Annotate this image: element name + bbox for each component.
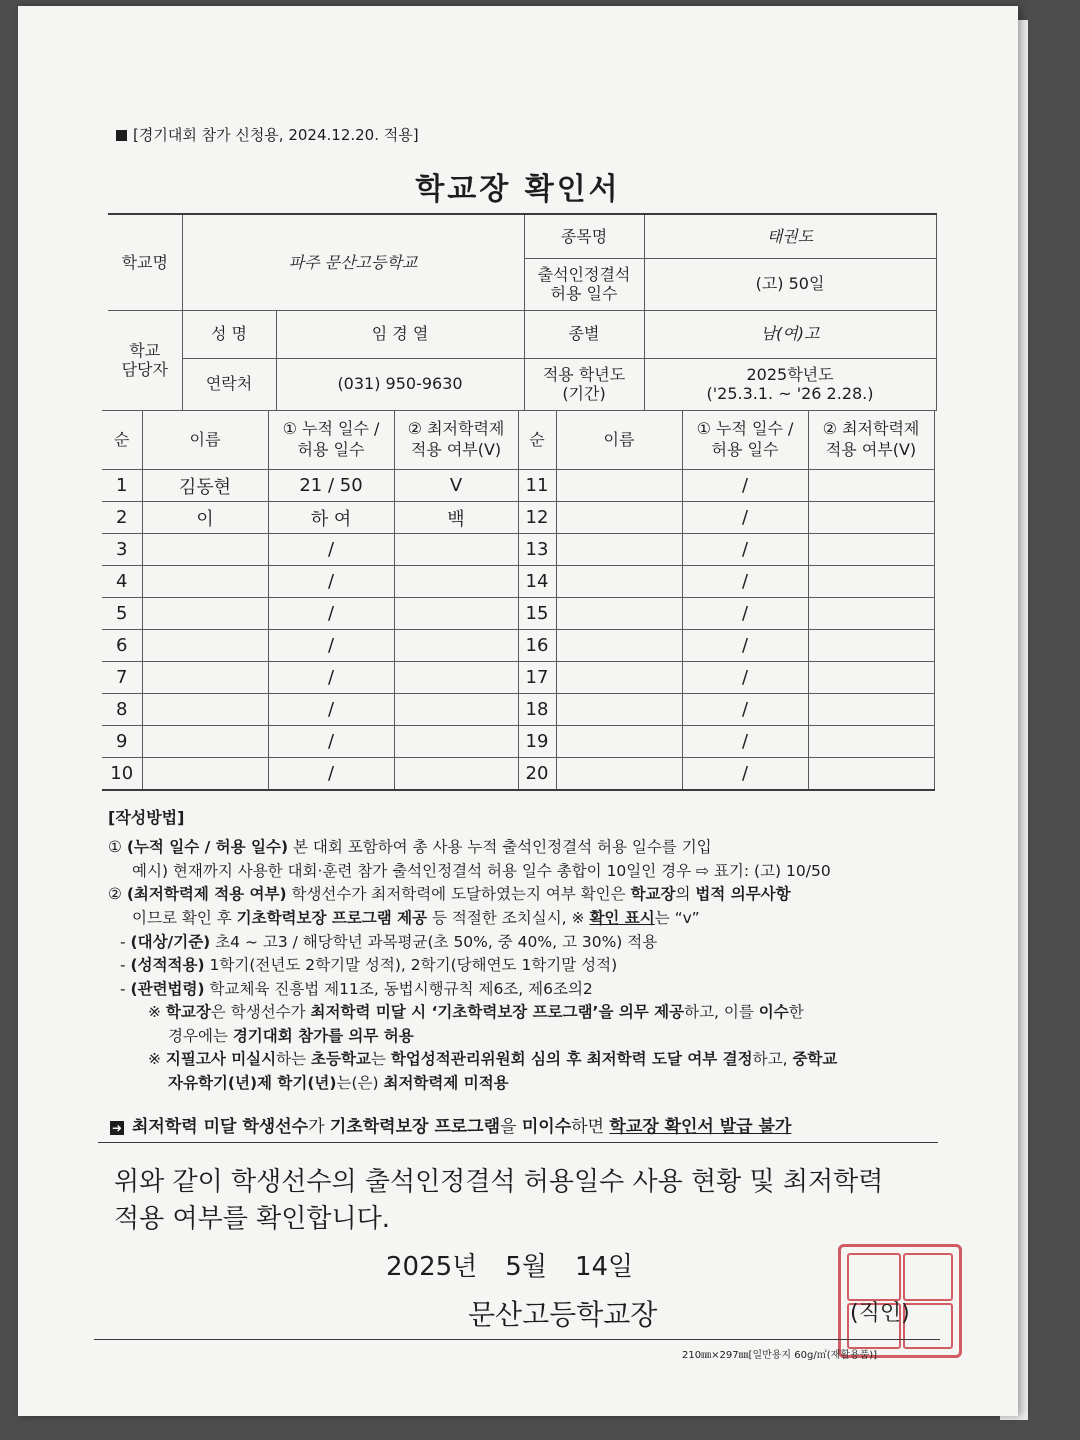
row-no: 19: [518, 726, 556, 758]
document-page: [18, 6, 1018, 1416]
row-no: 6: [102, 630, 142, 662]
row-days: /: [682, 758, 808, 791]
row-name: [556, 598, 682, 630]
row-name: [142, 726, 268, 758]
col-days-header: ① 누적 일수 / 허용 일수: [682, 411, 808, 470]
contact-label: 연락처: [182, 358, 276, 410]
row-days: /: [268, 758, 394, 791]
remark-1-cont: 경우에는 경기대회 참가를 의무 허용: [168, 1026, 414, 1045]
info-table: [108, 213, 937, 411]
row-name: [142, 758, 268, 791]
col-no-header: 순: [102, 411, 142, 470]
header-note: [경기대회 참가 신청용, 2024.12.20. 적용]: [116, 124, 419, 145]
col-name-header: 이름: [556, 411, 682, 470]
row-no: 13: [518, 534, 556, 566]
bottom-divider: [94, 1339, 940, 1340]
col-min-header: ② 최저학력제 적용 여부(V): [394, 411, 518, 470]
row-check: [808, 694, 934, 726]
row-no: 5: [102, 598, 142, 630]
row-check: [808, 566, 934, 598]
remark-1: ※ 학교장은 학생선수가 최저학력 미달 시 ‘기초학력보장 프로그램’을 의무 제공하고, 이를 이수한: [148, 1003, 804, 1022]
document-title: 학교장 확인서: [415, 172, 621, 207]
row-days: /: [268, 662, 394, 694]
allowance-label: 출석인정결석 허용 일수: [524, 258, 644, 310]
row-name: [142, 630, 268, 662]
row-no: 2: [102, 502, 142, 534]
row-check: [808, 726, 934, 758]
row-no: 3: [102, 534, 142, 566]
col-min-header: ② 최저학력제 적용 여부(V): [808, 411, 934, 470]
issue-date: 2025년 5월 14일: [386, 1252, 634, 1282]
instruction-2-cont: 이므로 확인 후 기초학력보장 프로그램 제공 등 적절한 조치실시, ※ 확인 표시는 “v”: [132, 908, 700, 927]
contact-value: (031) 950-9630: [276, 358, 524, 410]
row-days: /: [268, 534, 394, 566]
row-name: [142, 534, 268, 566]
row-name: [142, 566, 268, 598]
seal-label: (직인): [850, 1301, 910, 1326]
row-days: /: [682, 502, 808, 534]
table-row: [102, 630, 934, 662]
row-days: 하 여: [268, 502, 394, 534]
allowance-value: (고) 50일: [644, 258, 936, 310]
row-no: 14: [518, 566, 556, 598]
instructions-heading: [작성방법]: [108, 808, 185, 827]
row-no: 1: [102, 470, 142, 502]
arrow-right-icon: ➜: [111, 1121, 123, 1135]
row-days: /: [268, 598, 394, 630]
paper-spec: 210㎜×297㎜[일반용지 60g/㎡(재활용품)]: [682, 1350, 878, 1361]
row-check: [808, 598, 934, 630]
table-row: [102, 726, 934, 758]
row-days: /: [268, 726, 394, 758]
row-days: /: [268, 566, 394, 598]
student-table-header: [102, 411, 934, 470]
gender-label: 종별: [524, 310, 644, 358]
row-days: 21 / 50: [268, 470, 394, 502]
row-no: 17: [518, 662, 556, 694]
row-name: [556, 534, 682, 566]
row-days: /: [682, 630, 808, 662]
row-no: 16: [518, 630, 556, 662]
event-label: 종목명: [524, 214, 644, 258]
row-days: /: [682, 726, 808, 758]
row-name: [556, 630, 682, 662]
row-days: /: [268, 694, 394, 726]
manager-name-value: 임 경 열: [276, 310, 524, 358]
row-check: [808, 630, 934, 662]
row-name: [142, 694, 268, 726]
row-check: 백: [394, 502, 518, 534]
row-no: 9: [102, 726, 142, 758]
col-name-header: 이름: [142, 411, 268, 470]
row-check: [394, 694, 518, 726]
row-check: [808, 758, 934, 791]
table-row: [102, 502, 934, 534]
row-days: /: [268, 630, 394, 662]
row-check: [394, 662, 518, 694]
row-name: [556, 662, 682, 694]
detail-target: - (대상/기준) 초4 ~ 고3 / 해당학년 과목평균(초 50%, 중 40%, 고 30%) 적용: [120, 932, 658, 951]
row-name: [556, 566, 682, 598]
row-no: 7: [102, 662, 142, 694]
row-name: [556, 470, 682, 502]
row-check: [808, 534, 934, 566]
row-name: [556, 726, 682, 758]
row-name: 김동현: [142, 470, 268, 502]
row-no: 20: [518, 758, 556, 791]
school-name-label: 학교명: [108, 214, 182, 310]
remark-2: ※ 지필고사 미실시하는 초등학교는 학업성적관리위원회 심의 후 최저학력 도달 여부 결정하고, 중학교: [148, 1050, 838, 1069]
row-days: /: [682, 598, 808, 630]
row-check: [394, 598, 518, 630]
table-row: [102, 598, 934, 630]
col-no-header: 순: [518, 411, 556, 470]
row-name: [142, 598, 268, 630]
row-name: [142, 662, 268, 694]
instruction-2: ② (최저학력제 적용 여부) 학생선수가 최저학력에 도달하였는지 여부 확인은 학교장의 법적 의무사항: [108, 885, 791, 904]
row-no: 18: [518, 694, 556, 726]
instruction-1-example: 예시) 현재까지 사용한 대회·훈련 참가 출석인정결석 허용 일수 총합이 10일인 경우 ⇨ 표기: (고) 10/50: [132, 861, 831, 880]
table-row: [102, 758, 934, 791]
row-check: [808, 662, 934, 694]
row-name: 이: [142, 502, 268, 534]
table-row: [102, 694, 934, 726]
row-name: [556, 694, 682, 726]
row-days: /: [682, 534, 808, 566]
table-row: [102, 662, 934, 694]
table-row: [102, 566, 934, 598]
row-no: 12: [518, 502, 556, 534]
row-check: [394, 534, 518, 566]
row-days: /: [682, 662, 808, 694]
detail-grade: - (성적적용) 1학기(전년도 2학기말 성적), 2학기(당해연도 1학기말 성적): [120, 956, 618, 975]
square-bullet-icon: [116, 130, 127, 141]
final-warning: ➜ 최저학력 미달 학생선수가 기초학력보장 프로그램을 미이수하면 학교장 확인서 발급 불가: [111, 1117, 792, 1137]
event-value: 태권도: [644, 214, 936, 258]
divider: [98, 1142, 938, 1143]
row-check: [808, 502, 934, 534]
row-check: [808, 470, 934, 502]
row-check: [394, 566, 518, 598]
row-days: /: [682, 566, 808, 598]
table-row: [102, 470, 934, 502]
col-days-header: ① 누적 일수 / 허용 일수: [268, 411, 394, 470]
instructions: [108, 806, 938, 1095]
manager-name-label: 성 명: [182, 310, 276, 358]
remark-2-cont: 자유학기(년)제 학기(년)는(은) 최저학력제 미적용: [168, 1073, 509, 1092]
row-no: 15: [518, 598, 556, 630]
row-days: /: [682, 694, 808, 726]
row-check: [394, 758, 518, 791]
instruction-1: ① (누적 일수 / 허용 일수) 본 대회 포함하여 총 사용 누적 출석인정결석 허용 일수를 기입: [108, 838, 712, 857]
year-label: 적용 학년도 (기간): [524, 358, 644, 410]
row-name: [556, 758, 682, 791]
row-no: 10: [102, 758, 142, 791]
row-check: [394, 726, 518, 758]
row-no: 11: [518, 470, 556, 502]
row-days: /: [682, 470, 808, 502]
table-row: [102, 534, 934, 566]
row-no: 4: [102, 566, 142, 598]
school-name-value: 파주 문산고등학교: [182, 214, 524, 310]
year-value: 2025학년도 ('25.3.1. ~ '26 2.28.): [644, 358, 936, 410]
row-name: [556, 502, 682, 534]
manager-label: 학교 담당자: [108, 310, 182, 410]
detail-law: - (관련법령) 학교체육 진흥법 제11조, 동법시행규칙 제6조, 제6조의2: [120, 979, 593, 998]
confirmation-text: 위와 같이 학생선수의 출석인정결석 허용일수 사용 현황 및 최저학력 적용 여부를 확인합니다.: [114, 1167, 884, 1234]
row-check: [394, 630, 518, 662]
row-no: 8: [102, 694, 142, 726]
row-check: V: [394, 470, 518, 502]
principal-title: 문산고등학교장: [468, 1298, 658, 1331]
student-table: [102, 410, 935, 791]
gender-value: 남(여)고: [644, 310, 936, 358]
